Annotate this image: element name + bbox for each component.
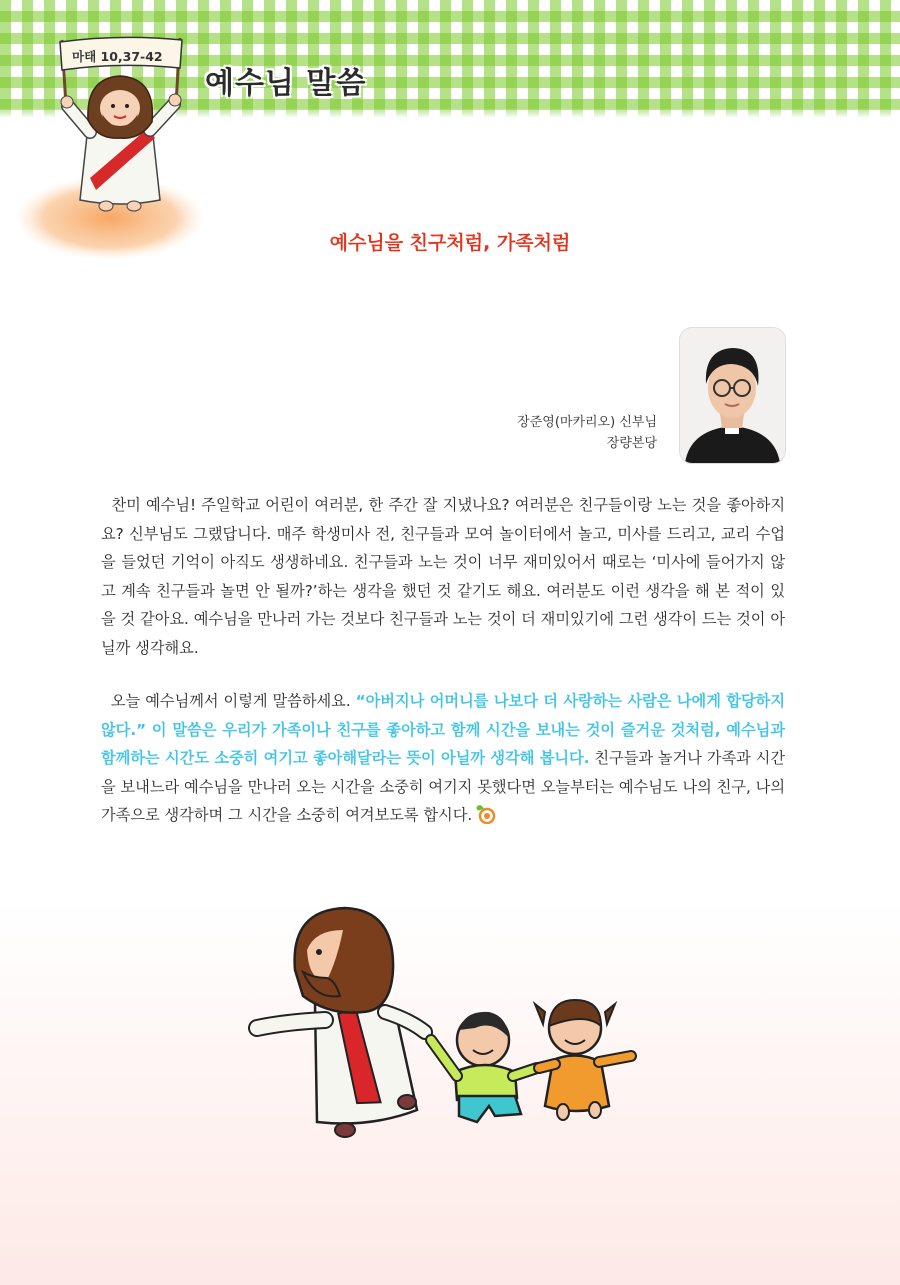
body-paragraph-2 <box>101 687 785 834</box>
priest-portrait-icon <box>680 328 785 463</box>
paragraph-1-text: 찬미 예수님! 주일학교 어린이 여러분, 한 주간 잘 지냈나요? 여러분은 친구들이랑 노는 것을 좋아하지요? 신부님도 그랬답니다. 매주 학생미사 전, 친구들과 모여 놀이터에서 놀고, 미사를 드리고, 교리 수업을 들었던 기억이 아직도 생생하네요. 친구들과 노는 것이 너무 재미있어서 때로는 ‘미사에 들어가지 않고 계속 친구들과 놀면 안 될까?’하는 생각을 했던 것 같기도 해요. 여러분도 이런 생각을 해 본 적이 있을 것 같아요. 예수님을 만나러 가는 것보다 친구들과 노는 것이 더 재미있기에 그런 생각이 드는 것이 아닐까 생각해요. <box>101 496 786 657</box>
paragraph-2-intro: 오늘 예수님께서 이렇게 말씀하세요. <box>110 692 356 710</box>
page-title: 예수님 말씀 <box>205 66 367 101</box>
scripture-quote: “아버지나 어머니를 나보다 더 사랑하는 사람은 나에게 합당하지 않다.” 이 말씀은 우리가 가족이나 친구를 좋아하고 함께 시간을 보내는 것이 즐거운 것처럼, 예수님과 함께하는 시간도 소중히 여기고 좋아해달라는 뜻이 아닐까 생각해 봅니다. <box>101 692 785 768</box>
scripture-ref: 마태 10,37-42 <box>72 49 163 64</box>
author-name: 장준영(마카리오) 신부님 <box>517 415 657 430</box>
jesus-with-children-illustration <box>245 900 645 1150</box>
article-subtitle: 예수님을 친구처럼, 가족처럼 <box>329 232 571 254</box>
paragraph-2-rest: 친구들과 놀거나 가족과 시간을 보내느라 예수님을 만나러 오는 시간을 소중히 여기지 못했다면 오늘부터는 예수님도 나의 친구, 나의 가족으로 생각하며 그 시간을 소중히 여겨보도록 합시다. <box>101 749 785 825</box>
body-paragraph-1 <box>101 491 785 663</box>
author-photo <box>680 328 785 463</box>
author-byline <box>517 412 657 454</box>
author-parish: 장량본당 <box>606 436 657 451</box>
end-mark-icon <box>475 804 497 834</box>
